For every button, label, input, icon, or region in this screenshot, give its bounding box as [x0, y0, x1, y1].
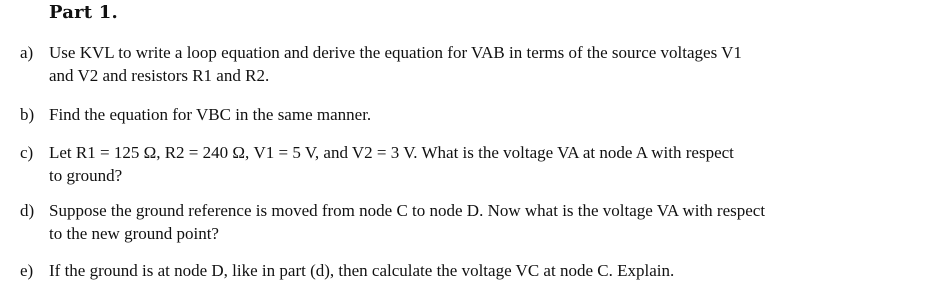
- question-line: Find the equation for VBC in the same manner.: [49, 105, 372, 124]
- question-label: b): [20, 105, 35, 124]
- question-line: to ground?: [49, 166, 123, 185]
- question-text: [49, 103, 909, 126]
- question-line: If the ground is at node D, like in part (d), then calculate the voltage VC at node C. Explain.: [49, 261, 675, 280]
- question-line: to the new ground point?: [49, 224, 219, 243]
- question-line: Let R1 = 125 Ω, R2 = 240 Ω, V1 = 5 V, and V2 = 3 V. What is the voltage VA at node A with respect: [49, 143, 734, 162]
- question-line: Suppose the ground reference is moved from node C to node D. Now what is the voltage VA with respect: [49, 201, 766, 220]
- question-text: [49, 259, 909, 282]
- question-text: [49, 141, 909, 187]
- question-text: [49, 41, 909, 87]
- question-label: c): [20, 143, 34, 162]
- part-heading: Part 1.: [49, 2, 118, 23]
- question-text: [49, 199, 909, 245]
- question-label: a): [20, 43, 34, 62]
- question-line: and V2 and resistors R1 and R2.: [49, 66, 270, 85]
- question-line: Use KVL to write a loop equation and derive the equation for VAB in terms of the source voltages V1: [49, 43, 742, 62]
- question-label: e): [20, 261, 34, 280]
- question-label: d): [20, 201, 35, 220]
